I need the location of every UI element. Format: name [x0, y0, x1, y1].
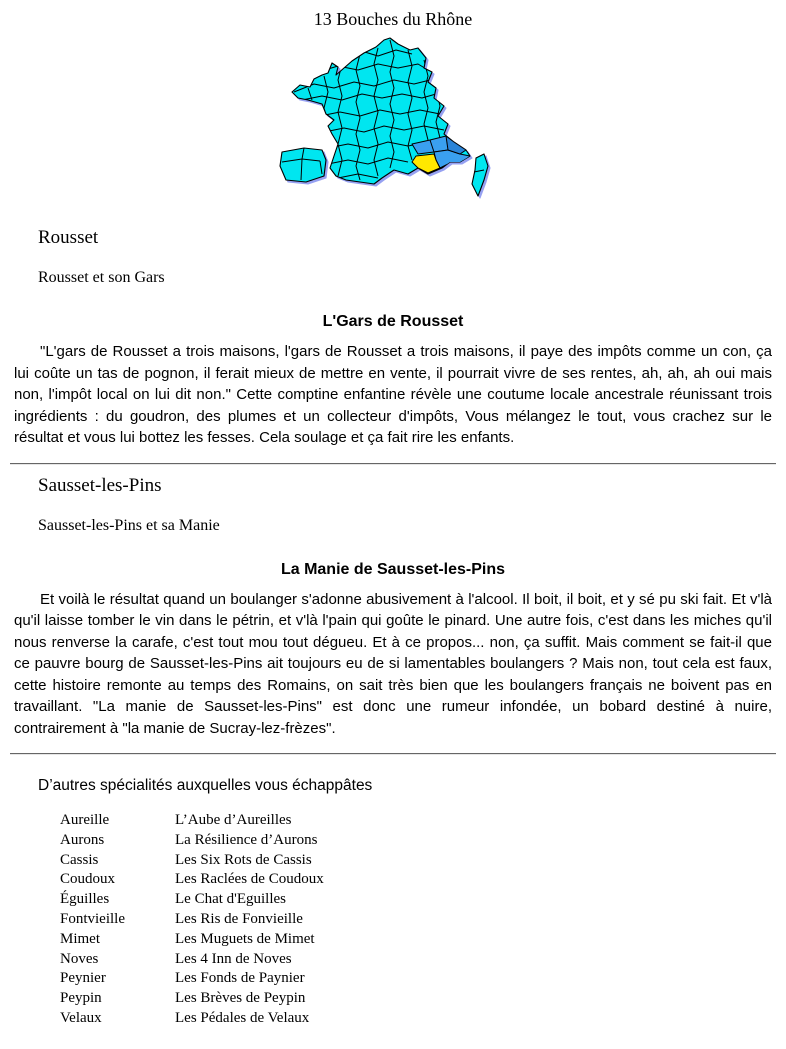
- table-row: [60, 950, 786, 970]
- specialty-name: La Résilience d’Aurons: [175, 831, 318, 848]
- article-body: Et voilà le résultat quand un boulanger s'adonne abusivement à l'alcool. Il boit, il boit, et y sé pu ski fait. Et v'là qu'il laisse tomber le vin dans le pétrin, et v'là l'pain qui goûte le pinard. Une autre fois, c'est dans les miches qu'il nous renverse la carafe, c'est tout mou tout dégueu. Et à ce propos... non, ça suffit. Mais comment se fait-il que ce pauvre bourg de Sausset-les-Pins ait toujours eu de si lamentables boulangers ? Mais non, tout cela est faux, cette histoire remonte au temps des Romains, on sait très bien que les boulangers français ne boivent pas en travaillant. "La manie de Sausset-les-Pins" est donc une rumeur infondée, un bobard destiné à nuire, contrairement à "la manie de Sucray-lez-frèzes".: [14, 590, 772, 737]
- table-row: [60, 851, 786, 871]
- table-row: [60, 890, 786, 910]
- specialty-name: L’Aube d’Aureilles: [175, 812, 292, 828]
- table-row: [60, 989, 786, 1009]
- commune-name: Coudoux: [60, 871, 116, 888]
- section-divider: [10, 463, 776, 465]
- specialty-name: Les Fonds de Paynier: [175, 970, 305, 987]
- france-departments-map-icon: [278, 32, 508, 212]
- commune-name: Mimet: [60, 930, 100, 947]
- table-row: [60, 831, 786, 851]
- section-divider: [10, 753, 776, 755]
- commune-name: Cassis: [60, 851, 99, 868]
- section-heading: Sausset-les-Pins: [38, 474, 162, 496]
- commune-name: Fontvieille: [60, 910, 125, 927]
- section-heading: Rousset: [38, 227, 99, 248]
- specialties-table: [60, 811, 786, 1029]
- article-body: "L'gars de Rousset a trois maisons, l'gars de Rousset a trois maisons, il paye des impôts comme un con, ça lui coûte un tas de pognon, il ferait mieux de mettre en vente, il pourrait vivre de ses rentes, ah, ah, ah oui mais non, l'impôt local on lui dit non." Cette comptine enfantine révèle une coutume locale ancestrale réunissant trois ingrédients : du goudron, des plumes et un collecteur d'impôts, Vous mélangez le tout, vous crachez sur le résultat et vous lui bottez les fesses. Cela soulage et ça fait rire les enfants.: [14, 343, 772, 446]
- commune-name: Velaux: [60, 1009, 102, 1026]
- specialty-name: Le Chat d'Eguilles: [175, 891, 287, 908]
- table-row: [60, 910, 786, 930]
- article-title: L'Gars de Rousset: [322, 313, 464, 330]
- page-title: 13 Bouches du Rhône: [313, 9, 473, 29]
- specialty-name: Les Muguets de Mimet: [175, 930, 315, 947]
- table-row: [60, 1009, 786, 1029]
- specialty-name: Les Six Rots de Cassis: [175, 851, 312, 868]
- commune-name: Aureille: [60, 812, 110, 828]
- commune-name: Peypin: [60, 990, 102, 1007]
- table-row: [60, 870, 786, 890]
- specialties-heading: D’autres spécialités auxquelles vous échappâtes: [38, 777, 373, 794]
- specialty-name: Les Brèves de Peypin: [175, 990, 306, 1007]
- specialty-name: Les Pédales de Velaux: [175, 1009, 310, 1026]
- specialty-name: Les Ris de Fonvieille: [175, 910, 303, 927]
- article-title: La Manie de Sausset-les-Pins: [280, 560, 506, 578]
- commune-name: Éguilles: [60, 891, 110, 908]
- table-row: [60, 930, 786, 950]
- section-specialties: [0, 777, 786, 1029]
- commune-name: Noves: [60, 950, 99, 967]
- table-row: [60, 969, 786, 989]
- section-subheading: Sausset-les-Pins et sa Manie: [38, 516, 220, 534]
- specialty-name: Les Raclées de Coudoux: [175, 871, 324, 888]
- commune-name: Aurons: [60, 831, 105, 848]
- france-map: [0, 32, 786, 217]
- map-corsica: [472, 154, 488, 196]
- specialty-name: Les 4 Inn de Noves: [175, 950, 292, 967]
- section-rousset: [0, 227, 786, 449]
- table-row: [60, 811, 786, 831]
- commune-name: Peynier: [60, 970, 106, 987]
- section-sausset: [0, 475, 786, 740]
- section-subheading: Rousset et son Gars: [38, 269, 165, 286]
